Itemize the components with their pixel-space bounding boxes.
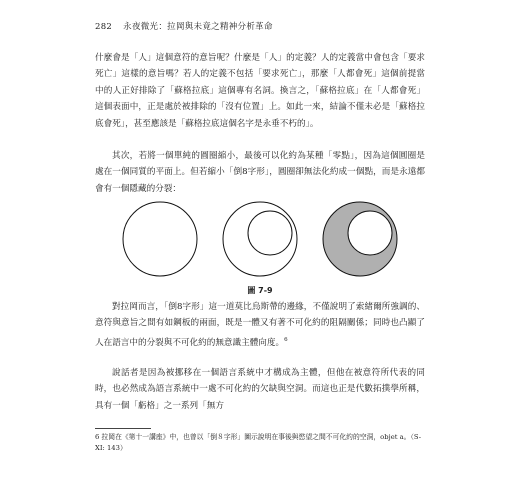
footnote-divider <box>95 428 151 429</box>
paragraph-3-text: 對拉岡而言，「倒8字形」這一道莫比烏斯帶的邊緣，不僅說明了索緒爾所強調的、意符與意旨之間有如鋼板的兩面，既是一體又有著不可化約的阻隔關係；同時也凸顯了人在語言中的分裂與不可化約的無意識主體向度。 <box>95 302 425 348</box>
running-header <box>95 20 273 32</box>
figure-circles <box>120 200 410 278</box>
figure-caption: 圖 7-9 <box>247 286 273 295</box>
paragraph-1: 什麼會是「人」這個意符的意旨呢？什麼是「人」的定義？人的定義當中會包含「要求死亡」這樣的意旨嗎？若人的定義不包括「要求死亡」，那麼「人都會死」這個前提當中的人正好排除了「蘇格拉底」這個專有名詞。換言之，「蘇格拉底」在「人都會死」這個表面中，正是處於被排除的「沒有位置」上。如此一來，結論不僅未必是「蘇格拉底會死」，甚至應該是「蘇格拉底這個名字是永垂不朽的」。 <box>95 53 425 129</box>
paragraph-4: 說話者是因為被挪移在一個語言系統中才構成為主體，但他在被意符所代表的同時，也必然成為語言系統中一處不可化約的欠缺與空洞。而這也正是代數拓撲學所稱，具有一個「虧格」之一系列「無方 <box>95 368 425 411</box>
paragraph-2: 其次，若將一個單純的圓圈縮小，最後可以化約為某種「零點」，因為這個圓圈是處在一個同質的平面上。但若縮小「倒8字形」，圓圈卻無法化約成一個點，而是永遠都會有一個隱藏的分裂： <box>95 151 425 194</box>
page-number: 282 <box>95 22 113 32</box>
inner-loop <box>248 211 292 255</box>
paragraph-3 <box>95 299 425 351</box>
shaded-inner-loop <box>348 211 392 255</box>
simple-circle <box>123 202 197 276</box>
book-title: 永夜微光：拉岡與未竟之精神分析革命 <box>123 22 273 32</box>
footnote: 6 拉岡在《第十一講座》中，也曾以「倒８字形」圖示說明在事後與慾望之間不可化約的空洞，objet a。（S-XI: 143） <box>95 433 422 452</box>
footnote-marker[interactable]: 6 <box>284 336 288 343</box>
